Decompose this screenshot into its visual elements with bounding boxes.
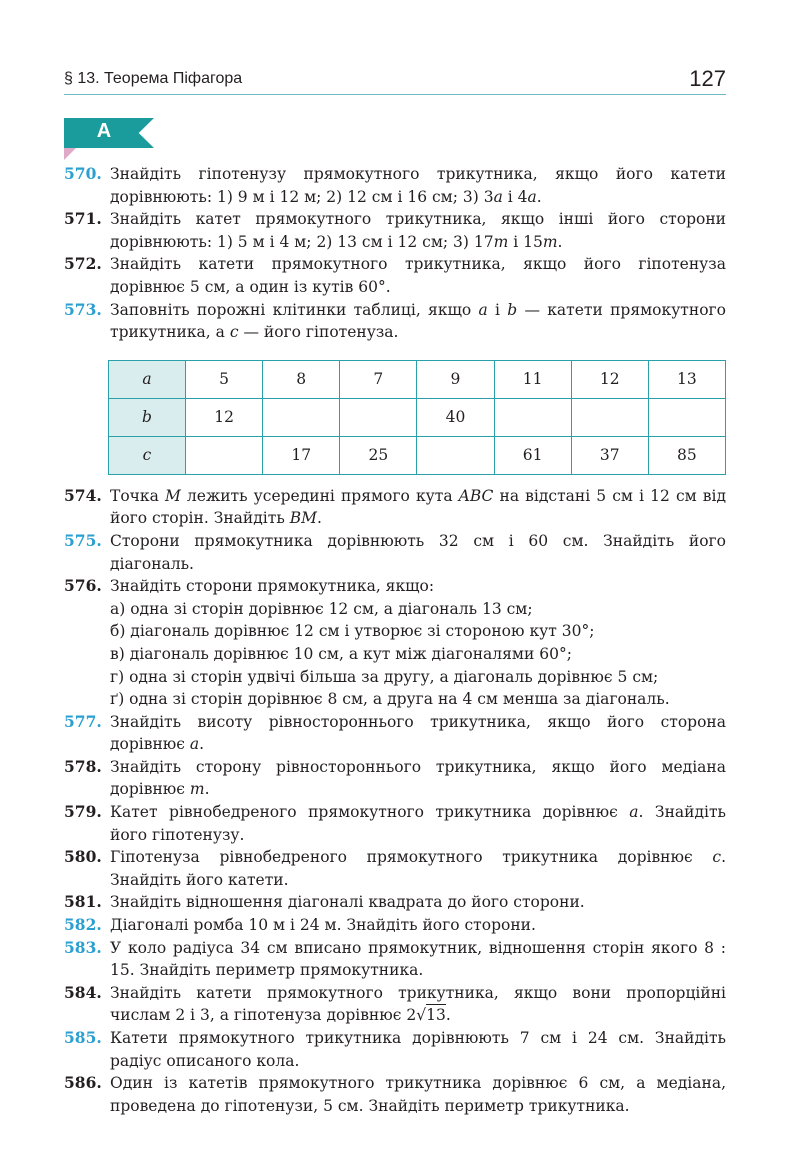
- table-row-label: a: [109, 360, 186, 398]
- exercise-text: Катети прямокутного трикутника дорівнюють 7 см і 24 см. Знайдіть радіус описаного кола.: [110, 1029, 726, 1070]
- table-cell: [263, 398, 340, 436]
- exercise-item: [64, 163, 726, 208]
- exercise-text: Діагоналі ромба 10 м і 24 м. Знайдіть його сторони.: [110, 916, 536, 935]
- table-cell: 9: [417, 360, 494, 398]
- radicand: 13: [426, 1006, 446, 1025]
- exercise-text: Точка M лежить усередині прямого кута ABC на відстані 5 см і 12 см від його сторін. Знайдіть BM.: [110, 486, 727, 528]
- sub-item: а) одна зі сторін дорівнює 12 см, а діагональ 13 см;: [110, 599, 533, 618]
- table-row: [109, 398, 726, 436]
- exercise-item: [64, 485, 726, 530]
- table-row-label: c: [109, 436, 186, 474]
- exercise-text: Один із катетів прямокутного трикутника дорівнює 6 см, а медіана, проведена до гіпотенузи, 5 см. Знайдіть периметр трикутника.: [110, 1074, 726, 1115]
- exercise-item: [64, 1072, 726, 1117]
- values-table-grid: [108, 360, 726, 475]
- exercise-number: 573.: [64, 299, 102, 319]
- exercise-text: Знайдіть катети прямокутного трикутника, якщо вони пропорційні числам 2 і 3, а гіпотенуза дорівнює 2√13.: [110, 983, 726, 1025]
- table-cell: [494, 398, 571, 436]
- exercise-text: Сторони прямокутника дорівнюють 32 см і 60 см. Знайдіть його діагональ.: [110, 531, 726, 573]
- exercise-number: 579.: [64, 802, 102, 822]
- values-table: [108, 360, 726, 475]
- exercise-item: [64, 846, 726, 891]
- exercise-item: [64, 711, 726, 756]
- sub-item: б) діагональ дорівнює 12 см і утворює зі стороною кут 30°;: [110, 622, 595, 641]
- tab-corner-decoration: [64, 148, 76, 160]
- sub-item: г) одна зі сторін удвічі більша за другу, а діагональ дорівнює 5 см;: [110, 667, 659, 686]
- exercise-number: 578.: [64, 756, 102, 776]
- table-cell: 12: [571, 360, 648, 398]
- header-rule: [64, 94, 726, 95]
- page-number: 127: [689, 66, 726, 91]
- exercise-number: 580.: [64, 847, 102, 867]
- table-cell: [648, 398, 725, 436]
- table-cell: [571, 398, 648, 436]
- table-cell: 61: [494, 436, 571, 474]
- exercise-number: 581.: [64, 892, 102, 912]
- table-row: [109, 360, 726, 398]
- exercise-text: Заповніть порожні клітинки таблиці, якщо a і b — катети прямокутного трикутника, а c — його гіпотенуза.: [110, 300, 727, 342]
- section-letter: А: [96, 120, 112, 142]
- exercise-item: [64, 982, 726, 1027]
- exercise-number: 584.: [64, 982, 102, 1002]
- exercise-text: Знайдіть висоту рівностороннього трикутника, якщо його сторона дорівнює a.: [110, 712, 726, 754]
- exercise-text: Знайдіть сторони прямокутника, якщо:: [110, 577, 435, 596]
- sub-item: ґ) одна зі сторін дорівнює 8 см, а друга на 4 см менша за діагональ.: [110, 690, 670, 709]
- table-cell: 13: [648, 360, 725, 398]
- table-cell: 11: [494, 360, 571, 398]
- exercise-number: 585.: [64, 1028, 102, 1047]
- table-row-label: b: [109, 398, 186, 436]
- exercise-item: [64, 530, 726, 575]
- exercise-number: 575.: [64, 530, 102, 550]
- exercise-item: [64, 801, 726, 846]
- table-cell: [340, 398, 417, 436]
- exercise-item: [64, 575, 726, 598]
- table-cell: 25: [340, 436, 417, 474]
- exercise-number: 570.: [64, 164, 102, 183]
- table-cell: 40: [417, 398, 494, 436]
- exercise-text: Катет рівнобедреного прямокутного трикутника дорівнює a. Знайдіть його гіпотенузу.: [110, 803, 726, 844]
- exercise-item: [64, 299, 726, 344]
- table-row: [109, 436, 726, 474]
- table-cell: 5: [186, 360, 263, 398]
- exercise-item: [64, 937, 726, 982]
- exercise-item: [64, 891, 726, 914]
- table-cell: 85: [648, 436, 725, 474]
- exercise-number: 574.: [64, 485, 102, 505]
- exercise-number: 583.: [64, 937, 102, 957]
- exercise-item: [64, 253, 726, 298]
- exercise-item: [64, 756, 726, 801]
- sub-item: в) діагональ дорівнює 10 см, а кут між діагоналями 60°;: [110, 644, 572, 663]
- running-title: § 13. Теорема Піфагора: [64, 70, 243, 87]
- exercise-number: 572.: [64, 254, 102, 274]
- exercise-item: [64, 1027, 726, 1072]
- exercise-text: Знайдіть відношення діагоналі квадрата до його сторони.: [110, 893, 585, 912]
- exercise-text: Знайдіть гіпотенузу прямокутного трикутника, якщо його катети дорівнюють: 1) 9 м і 12 м; 2) 12 см і 16 см; 3) 3a і 4a.: [110, 165, 726, 206]
- exercise-number: 586.: [64, 1073, 102, 1093]
- exercise-text: Гіпотенуза рівнобедреного прямокутного трикутника дорівнює c. Знайдіть його катети.: [110, 848, 726, 889]
- exercise-item: [64, 914, 726, 937]
- table-cell: 12: [186, 398, 263, 436]
- table-cell: [186, 436, 263, 474]
- table-cell: 7: [340, 360, 417, 398]
- exercise-number: 577.: [64, 711, 102, 731]
- exercise-number: 576.: [64, 576, 102, 596]
- exercise-text: Знайдіть катет прямокутного трикутника, якщо інші його сторони дорівнюють: 1) 5 м і 4 м; 2) 13 см і 12 см; 3) 17m і 15m.: [110, 210, 726, 251]
- exercise-item: [64, 208, 726, 253]
- exercise-text: Знайдіть сторону рівностороннього трикутника, якщо його медіана дорівнює m.: [110, 757, 726, 799]
- exercise-text: У коло радіуса 34 см вписано прямокутник, відношення сторін якого 8 : 15. Знайдіть периметр прямокутника.: [110, 938, 726, 980]
- table-cell: 17: [263, 436, 340, 474]
- exercise-text: Знайдіть катети прямокутного трикутника, якщо його гіпотенуза дорівнює 5 см, а один із кутів 60°.: [110, 255, 726, 296]
- exercise-number: 582.: [64, 915, 102, 935]
- exercise-number: 571.: [64, 209, 102, 229]
- table-cell: 8: [263, 360, 340, 398]
- table-cell: 37: [571, 436, 648, 474]
- table-cell: [417, 436, 494, 474]
- exercise-list: [64, 163, 726, 1117]
